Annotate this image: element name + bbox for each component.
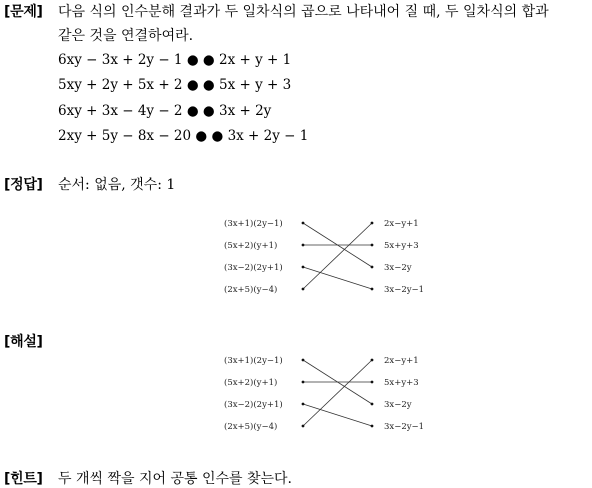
row-2-left: 5xy + 2y + 5x + 2: [58, 77, 183, 93]
problem-line-2: 같은 것을 연결하여라.: [58, 28, 194, 44]
answer-matching-diagram: [0, 212, 592, 304]
answer-left-label: (2x+5)(y−4): [224, 285, 278, 295]
answer-connector-line: [303, 223, 372, 289]
answer-left-label: (5x+2)(y+1): [224, 241, 278, 251]
row-4-right: 3x + 2y − 1: [227, 128, 309, 144]
row-4-left: 2xy + 5y − 8x − 20: [58, 128, 192, 144]
answer-left-label: (3x+1)(2y−1): [224, 219, 283, 229]
answer-left-dot: [302, 266, 305, 269]
explanation-matching-diagram: [0, 349, 592, 441]
answer-right-label: 3x−2y: [384, 263, 412, 273]
explanation-right-label: 2x−y+1: [384, 356, 419, 366]
explanation-right-label: 3x−2y−1: [384, 422, 425, 432]
answer-right-dot: [371, 222, 374, 225]
hint-tag: [힌트]: [4, 471, 43, 487]
match-row-2: [58, 77, 291, 93]
hint-text: 두 개씩 짝을 지어 공통 인수를 찾는다.: [58, 471, 293, 487]
dot-pair: ● ●: [186, 77, 219, 93]
explanation-left-label: (3x−2)(2y+1): [224, 400, 283, 410]
row-3-right: 3x + 2y: [218, 103, 272, 119]
row-3-left: 6xy + 3x − 4y − 2: [58, 103, 183, 119]
answer-right-label: 3x−2y−1: [384, 285, 425, 295]
problem-tag: [문제]: [4, 4, 43, 20]
answer-left-dot: [302, 222, 305, 225]
explanation-right-label: 3x−2y: [384, 400, 412, 410]
answer-right-label: 2x−y+1: [384, 219, 419, 229]
answer-right-dot: [371, 244, 374, 247]
explanation-right-dot: [371, 381, 374, 384]
problem-line-1: 다음 식의 인수분해 결과가 두 일차식의 곱으로 나타내어 질 때, 두 일차식의 합과: [58, 4, 549, 20]
answer-right-dot: [371, 266, 374, 269]
explanation-connector-line: [303, 404, 372, 426]
row-1-left: 6xy − 3x + 2y − 1: [58, 52, 183, 68]
explanation-right-dot: [371, 403, 374, 406]
answer-tag: [정답]: [4, 177, 43, 193]
dot-pair: ● ●: [186, 52, 219, 68]
answer-right-dot: [371, 288, 374, 291]
explanation-left-dot: [302, 425, 305, 428]
dot-pair: ● ●: [195, 128, 228, 144]
explanation-left-dot: [302, 381, 305, 384]
explanation-left-dot: [302, 359, 305, 362]
explanation-right-dot: [371, 359, 374, 362]
answer-connector-line: [303, 267, 372, 289]
explanation-tag: [해설]: [4, 334, 43, 350]
match-row-3: [58, 103, 271, 119]
explanation-left-label: (3x+1)(2y−1): [224, 356, 283, 366]
match-row-4: [58, 128, 308, 144]
explanation-left-dot: [302, 403, 305, 406]
match-row-1: [58, 52, 291, 68]
row-1-right: 2x + y + 1: [218, 52, 292, 68]
dot-pair: ● ●: [186, 103, 219, 119]
answer-left-dot: [302, 244, 305, 247]
row-2-right: 5x + y + 3: [218, 77, 292, 93]
answer-left-label: (3x−2)(2y+1): [224, 263, 283, 273]
explanation-connector-line: [303, 360, 372, 426]
answer-text: 순서: 없음, 갯수: 1: [58, 177, 176, 193]
explanation-right-dot: [371, 425, 374, 428]
answer-left-dot: [302, 288, 305, 291]
explanation-right-label: 5x+y+3: [384, 378, 419, 388]
answer-right-label: 5x+y+3: [384, 241, 419, 251]
explanation-left-label: (2x+5)(y−4): [224, 422, 278, 432]
explanation-left-label: (5x+2)(y+1): [224, 378, 278, 388]
